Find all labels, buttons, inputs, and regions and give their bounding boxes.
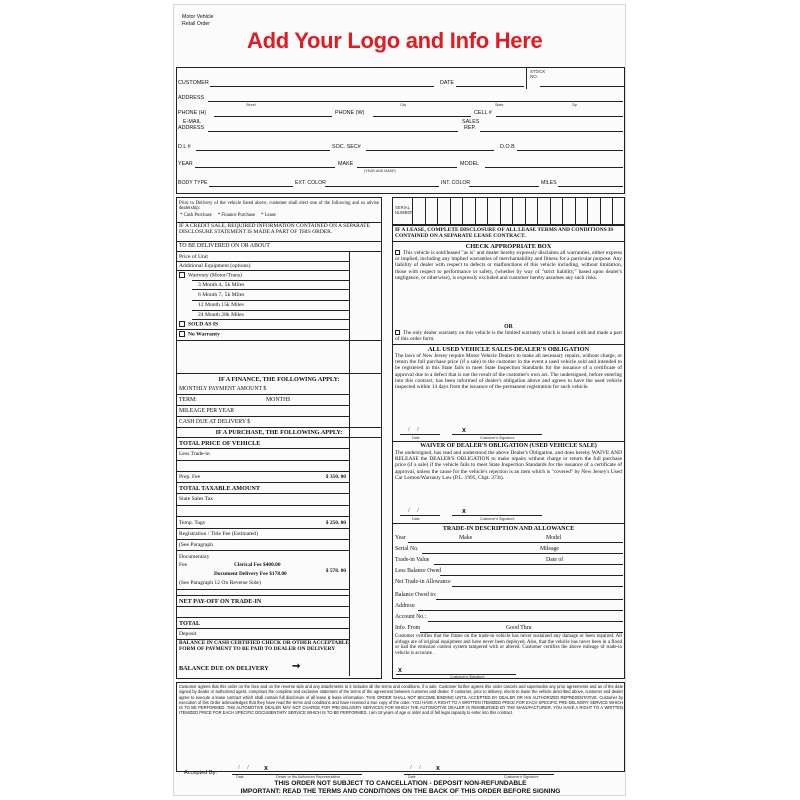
or-label: OR	[504, 324, 513, 330]
zip-sublabel: Zip	[572, 102, 577, 107]
serial-cell[interactable]	[500, 197, 513, 225]
state-sales-tax-label: State Sales Tax	[179, 496, 213, 502]
trade-value-label: Trade-in Value	[395, 557, 430, 563]
check-box-header: CHECK APPROPRIATE BOX	[465, 243, 552, 250]
serial-cell[interactable]	[450, 197, 463, 225]
email-label-line2: ADDRESS	[178, 125, 205, 131]
miles-label: MILES	[541, 180, 557, 186]
prep-fee-amount: $ 350. 00	[325, 474, 346, 480]
customer-x-mark: x	[436, 765, 440, 772]
year-label: YEAR	[178, 161, 193, 167]
trade-value-field[interactable]	[434, 564, 623, 565]
trade-certify-text: Customer certifies that the frame on the trade-in vehicle has never sustained any damage or been repaired. All airbags are of original equipment and have never been deployed. Also, that the vehicle has never been in a flood or had the emission control system tampered with or altered. Customer certifies the above mileage of trade-in vehicle is accurate .	[395, 634, 622, 656]
net-trade-allowance-label: Net Trade-in Allowance	[395, 579, 451, 585]
balance-owed-to-label: Balance Owed to:	[395, 592, 437, 598]
serial-label-line2: NUMBER	[395, 210, 414, 215]
trade-year-make-model-field[interactable]	[408, 542, 623, 543]
sig2-customer-label: Customer's Signature	[480, 517, 515, 521]
accepted-date-label: Date	[236, 775, 244, 779]
trade-in-header: TRADE-IN DESCRIPTION AND ALLOWANCE	[442, 525, 575, 532]
lease-notice: IF A LEASE, COMPLETE DISCLOSURE OF ALL LEASE TERMS AND CONDITIONS IS CONTAINED ON A SEPARATE LEASE CONTRACT.	[395, 227, 614, 239]
used-vehicle-text: The laws of New Jersey require Motor Vehicle Dealers to make all necessary repairs, without charge, or return the full purchase price (if a sale) to the customer in the event a used vehicle sold and intended to be registered in this State fails to meet State Inspection Standards for the issuance of a certificate of approval due to a defect that is not the result of the customer's own act. The undersigned, before entering into this contract, has been informed of dealer's obligation above and agrees to have the used vehicle inspected within 14 days from the issuance of the permanent registration for such vehicle.	[395, 353, 622, 391]
warranty-3-month[interactable]: 3 Month 4₇ 5k Miles	[198, 282, 245, 288]
trade-model-label: Model	[546, 535, 562, 541]
registration-label: Registration / Title Fee (Estimated)	[179, 531, 258, 537]
form-title-line2: Retail Order	[182, 21, 210, 27]
additional-equipment-label: Additional Equipment (options)	[179, 263, 251, 269]
serial-cell[interactable]	[612, 197, 625, 225]
trade-address-field[interactable]	[418, 610, 623, 611]
miles-field[interactable]	[558, 186, 623, 187]
net-payoff-label: NET PAY-OFF ON TRADE-IN	[179, 598, 262, 605]
term-label: TERM:	[179, 397, 197, 403]
temp-tags-amount: $ 250. 00	[325, 520, 346, 526]
balance-owed-to-field[interactable]	[436, 599, 623, 600]
serial-cell[interactable]	[562, 197, 575, 225]
mileage-per-year-label: MILEAGE PER YEAR	[179, 408, 235, 414]
sold-as-is-option[interactable]: SOLD AS IS	[179, 321, 218, 327]
retail-order-form	[173, 4, 626, 796]
sig3-customer-label: Customer's Signature	[450, 675, 485, 679]
ssn-label: SOC. SEC#	[332, 144, 361, 150]
body-type-field[interactable]	[209, 186, 293, 187]
see-paragraph-12-label: (See Paragraph 12 On Reverse Side)	[179, 580, 261, 586]
serial-cell[interactable]	[437, 197, 450, 225]
signature-x-mark-2: x	[462, 508, 466, 515]
see-paragraph-label: (See Paragraph	[179, 542, 214, 548]
total-price-label: TOTAL PRICE OF VEHICLE	[179, 440, 261, 447]
trade-serial-label: Serial No.	[395, 546, 419, 552]
customer-signature-field-1[interactable]	[452, 434, 542, 435]
temp-tags-label: Temp. Tags	[179, 520, 205, 526]
waiver-header: WAIVER OF DEALER'S OBLIGATION (USED VEHICLE SALE)	[420, 443, 597, 449]
serial-cell[interactable]	[475, 197, 488, 225]
serial-cell[interactable]	[487, 197, 500, 225]
state-sublabel: State	[495, 102, 504, 107]
trade-date-of-label: Date of	[546, 557, 564, 563]
year-field[interactable]	[195, 167, 335, 168]
serial-cell[interactable]	[425, 197, 438, 225]
credit-sale-notice: IF A CREDIT SALE, REQUIRED INFORMATION CONTAINED ON A SEPARATE DISCLOSURE STATEMENT IS MADE A PART OF THIS ORDER.	[179, 223, 370, 235]
ext-color-label: EXT. COLOR	[295, 180, 326, 186]
account-no-field[interactable]	[428, 621, 623, 622]
logo-placeholder: Add Your Logo and Info Here	[247, 28, 543, 53]
price-of-unit-label: Price of Unit	[179, 254, 208, 260]
email-field[interactable]	[208, 131, 458, 132]
serial-cell[interactable]	[512, 197, 525, 225]
balance-due-label: BALANCE DUE ON DELIVERY	[179, 665, 269, 672]
serial-cell[interactable]	[412, 197, 425, 225]
purchase-header: IF A PURCHASE, THE FOLLOWING APPLY:	[215, 429, 343, 436]
model-label: MODEL	[460, 161, 480, 167]
serial-cell[interactable]	[575, 197, 588, 225]
dob-label: D.O.B	[500, 144, 515, 150]
serial-cell[interactable]	[600, 197, 613, 225]
phone-work-label: PHONE (W)	[335, 110, 365, 116]
waiver-text: The undersigned, has read and understood the above Dealer's Obligation, and does hereby WAIVE AND RELEASE the DEALER'S OBLIGATION to make repairs without charge or return the full purchase price (if a sale) if the vehicle fails to meet State Inspection Standards for the issuance of a certificate of approval, unless the cause for the vehicle's rejection is an item which is "covered" by New Jersey's Used Car Lemon/Warranty Law (P.L. 1995, Chpt. 373t).	[395, 450, 622, 481]
stock-no-label: NO.	[530, 74, 539, 79]
warranty-6-month[interactable]: 6 Month 7₇ 5k Miles	[198, 292, 245, 298]
accepted-date-slashes[interactable]: / /	[238, 765, 249, 771]
cash-due-field[interactable]	[176, 427, 382, 428]
trade-serial-field[interactable]	[422, 553, 623, 554]
footer-line1: THIS ORDER NOT SUBJECT TO CANCELLATION - DEPOSIT NON-REFUNDABLE	[274, 780, 527, 787]
address-label: ADDRESS	[178, 95, 205, 101]
ssn-field[interactable]	[366, 150, 494, 151]
warranty-12-month[interactable]: 12 Month 15k Miles	[198, 302, 244, 308]
int-color-label: INT. COLOR	[441, 180, 471, 186]
info-from-label: Info. From	[395, 625, 421, 631]
stock-label: STOCK	[530, 69, 546, 74]
city-sublabel: City	[400, 102, 407, 107]
trade-make-label: Make	[459, 535, 473, 541]
accepted-by-label: Accepted By:	[184, 770, 217, 776]
phone-home-field[interactable]	[214, 116, 332, 117]
prior-delivery-text: Prior to Delivery of the vehicle listed above, customer shall elect one of the following and so advise dealership:	[179, 201, 379, 212]
stock-no-field[interactable]	[540, 86, 624, 87]
date-slashes-2[interactable]: / /	[408, 508, 419, 514]
arrow-right-icon: ➞	[292, 661, 301, 672]
warranty-24-month[interactable]: 24 Month 28k Miles	[198, 312, 244, 318]
sales-rep-label-line2: REP.	[464, 125, 476, 131]
sales-rep-label-line1: SALES	[462, 119, 480, 125]
cash-due-label: CASH DUE AT DELIVERY $	[179, 419, 251, 425]
dob-field[interactable]	[517, 150, 623, 151]
finance-header: IF A FINANCE, THE FOLLOWING APPLY:	[218, 376, 340, 383]
lease-option[interactable]: * Lease	[261, 213, 276, 218]
less-balance-owed-field[interactable]	[440, 575, 623, 576]
dl-field[interactable]	[196, 150, 330, 151]
cell-field[interactable]	[496, 116, 623, 117]
serial-cell[interactable]	[587, 197, 600, 225]
serial-cell[interactable]	[550, 197, 563, 225]
dealer-rep-label: Dealer or His Authorized Representative	[276, 775, 341, 779]
int-color-field[interactable]	[469, 186, 539, 187]
info-from-field[interactable]	[420, 632, 623, 633]
dl-label: D.L #	[178, 144, 191, 150]
accepted-x-mark: x	[264, 765, 268, 772]
sig1-customer-label: Customer's Signature	[480, 436, 515, 440]
serial-cell[interactable]	[537, 197, 550, 225]
sig2-date-label: Date	[412, 517, 420, 521]
serial-cell[interactable]	[525, 197, 538, 225]
monthly-payment-field[interactable]	[176, 394, 350, 395]
account-no-label: Account No.:	[395, 614, 427, 620]
balance-cash-text: BALANCE IN CASH CERTIFIED CHECK OR OTHER ACCEPTABLE FORM OF PAYMENT TO BE PAID TO DEALER ON DELIVERY	[179, 640, 349, 652]
ext-color-field[interactable]	[325, 186, 439, 187]
footer-line2: IMPORTANT: READ THE TERMS AND CONDITIONS ON THE BACK OF THIS ORDER BEFORE SIGNING	[240, 788, 561, 795]
customer-date-slashes[interactable]: / /	[410, 765, 421, 771]
customer-final-signature-label: Customer's Signature	[504, 775, 539, 779]
street-sublabel: Street	[246, 102, 256, 107]
trade-address-label: Address:	[395, 603, 416, 609]
used-vehicle-header: ALL USED VEHICLE SALES-DEALER'S OBLIGATION	[427, 346, 590, 353]
body-type-label: BODY TYPE	[178, 180, 208, 186]
customer-field[interactable]	[210, 86, 434, 87]
no-warranty-option[interactable]: No Warranty	[179, 331, 220, 337]
prep-fee-label: Prep. Fee	[179, 474, 201, 480]
delivered-on-label: TO BE DELIVERED ON OR ABOUT	[179, 243, 270, 249]
warranty-motor-option[interactable]: Warrenty (Motor/Trans)	[179, 272, 242, 278]
date-slashes-1[interactable]: / /	[408, 427, 419, 433]
sig1-date-label: Date	[412, 436, 420, 440]
form-title-line1: Motor Vehicle	[182, 14, 214, 20]
net-trade-allowance-field[interactable]	[452, 586, 623, 587]
fee-label: Fee	[179, 562, 188, 568]
good-thru-label: Good Thru	[506, 625, 532, 631]
make-field[interactable]	[357, 167, 457, 168]
signature-x-mark-1: x	[462, 427, 466, 434]
documentary-amount: $ 578. 00	[325, 568, 346, 574]
agreement-text: Customer agrees that this order on the face and on the reverse side and any attachments to it includes all the terms and conditions, if a sale. Customer further agrees this order cancels and supersedes any prior agreements and as of the date signed by dealer or authorized agent, comprises the complete and exclusive statement of the terms of the agreement between customer and dealer. If customer, prior to delivery, elects to lease the vehicle described above, customer and dealer agree to execute a lease contract which shall contain full disclosure of all lease & lease information. THIS ORDER SHALL NOT BECOME BINDING UNTIL ACCEPTED BY DEALER OR HIS AUTHORIZED REPRESENTATIVE. Customer by execution of this Order acknowledges that they have read the terms and conditions and have received a true copy of the order. YOU HAVE A RIGHT TO A WRITTEN ITEMIZED PRICE FOR EACH SPECIFIC PRE-DELIVERY SERVICE WHICH IS TO BE PERFORMED. THE AUTOMOTIVE DEALER MAY NOT CHARGE FOR PRE-DELIVERY SERVICES FOR WHICH THE AUTOMOTIVE DEALER IS REIMBURSED BY THE MANUFACTURER. YOU HAVE A RIGHT TO A WRITTEN ITEMIZED PRICE FOR EACH SPECIFIC DOCUMENTARY SERVICE WHICH IS TO BE PERFORMED. I am 18 years of age or older and of full legal capacity to enter into this contract.	[179, 684, 623, 716]
email-label-line1: E-MAIL	[183, 119, 201, 125]
phone-work-field[interactable]	[373, 116, 471, 117]
deposit-label: Deposit	[179, 631, 197, 637]
customer-signature-field-2[interactable]	[452, 515, 542, 516]
less-balance-owed-label: Less Balance Owed	[395, 568, 442, 574]
model-field[interactable]	[485, 167, 623, 168]
document-delivery-fee: Document Delivery Fee $178.00	[214, 571, 287, 577]
sales-rep-field[interactable]	[480, 131, 623, 132]
months-label: MONTHS	[266, 397, 291, 403]
year-make-note: (YEAR AND MAKE)	[364, 169, 396, 173]
date-field[interactable]	[456, 86, 524, 87]
address-field[interactable]	[208, 101, 623, 102]
monthly-payment-label: MONTHLY PAYMENT AMOUNT $	[179, 386, 267, 392]
phone-home-label: PHONE (H)	[178, 110, 207, 116]
as-is-option[interactable]: This vehicle is sold/leased "as is" and dealer hereby expressly disclaims all warranties, either express or implied, including any implied warranties of merchantability and fitness for a particular purpose. Any liability of dealer with respect to defects or malfunctions of this vehicle including, without limitation, those with respect to performance or safety, (whether by way of "strict liability," based upon dealer's negligence, or otherwise), is expressly excluded and customer hereby assumes any such risks.	[395, 250, 622, 281]
cell-label: CELL #	[474, 110, 492, 116]
signature-x-mark-3: x	[398, 667, 402, 674]
total-taxable-label: TOTAL TAXABLE AMOUNT	[179, 485, 261, 492]
term-field[interactable]	[176, 405, 350, 406]
election-options	[180, 213, 276, 218]
limited-warranty-option[interactable]: The only dealer warranty on this vehicle is the limited warranty which is issued with and made a part of this order form.	[395, 330, 622, 343]
clerical-fee: Clerical Fee $400.00	[234, 562, 281, 568]
mileage-per-year-field[interactable]	[176, 416, 350, 417]
customer-date-label: Date	[408, 775, 416, 779]
documentary-label: Documentary	[179, 554, 210, 560]
cash-purchase-option[interactable]: * Cash Purchase	[180, 213, 212, 218]
customer-label: CUSTOMER	[178, 80, 209, 86]
delivered-on-field[interactable]	[176, 251, 382, 252]
total-label: TOTAL	[179, 620, 201, 627]
serial-cell[interactable]	[462, 197, 475, 225]
finance-purchase-option[interactable]: * Finance Purchase	[217, 213, 256, 218]
trade-year-label: Year	[395, 535, 406, 541]
less-trade-in-label: Less Trade-in	[179, 451, 210, 457]
trade-mileage-label: Mileage	[540, 546, 559, 552]
make-label: MAKE	[338, 161, 354, 167]
date-label: DATE	[440, 80, 454, 86]
serial-label-line1: SERIAL	[395, 205, 410, 210]
